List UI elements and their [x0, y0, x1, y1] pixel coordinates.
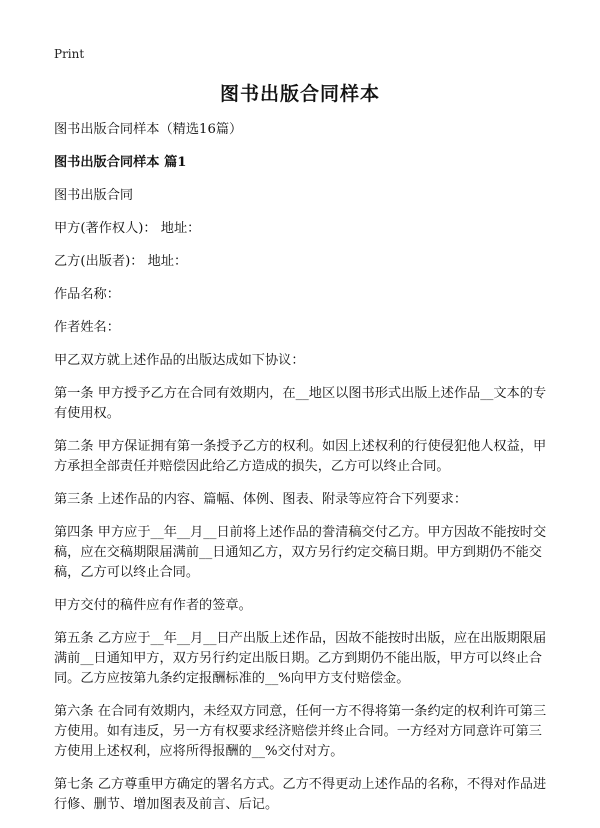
paragraph: 第五条 乙方应于__年__月__日产出版上述作品，因故不能按时出版，应在出版期限届满前__日通知甲方，双方另行约定出版日期。乙方到期仍不能出版，甲方可以终止合同。乙方应按第九条约定报酬标准的__%向甲方支付赔偿金。: [54, 631, 547, 686]
paragraph: 第四条 甲方应于__年__月__日前将上述作品的誊清稿交付乙方。甲方因故不能按时交稿，应在交稿期限届满前__日通知乙方，双方另行约定交稿日期。甲方到期仍不能交稿，乙方可以终止合同。: [54, 525, 547, 580]
paragraph: 作品名称：: [54, 287, 120, 302]
paragraph: 图书出版合同: [54, 188, 134, 203]
paragraph: 图书出版合同样本（精选16篇）: [54, 122, 243, 137]
paragraph: 甲方(著作权人)： 地址：: [54, 221, 201, 236]
section-heading: 图书出版合同样本 篇1: [54, 155, 187, 170]
paragraph: 第七条 乙方尊重甲方确定的署名方式。乙方不得更动上述作品的名称，不得对作品进行修、删节、增加图表及前言、后记。: [54, 777, 547, 812]
document-body: [54, 120, 548, 828]
print-link[interactable]: Print: [54, 47, 85, 61]
paragraph: 第三条 上述作品的内容、篇幅、体例、图表、附录等应符合下列要求：: [54, 492, 468, 507]
paragraph: 第二条 甲方保证拥有第一条授予乙方的权利。如因上述权利的行使侵犯他人权益，甲方承担全部责任并赔偿因此给乙方造成的损失，乙方可以终止合同。: [54, 439, 547, 474]
paragraph: 第六条 在合同有效期内，未经双方同意，任何一方不得将第一条约定的权利许可第三方使用。如有违反，另一方有权要求经济赔偿并终止合同。一方经对方同意许可第三方使用上述权利，应将所得报酬的__%交付对方。: [54, 704, 547, 759]
paragraph: 甲方交付的稿件应有作者的签章。: [54, 598, 252, 613]
paragraph: 作者姓名：: [54, 320, 120, 335]
paragraph: 乙方(出版者)： 地址：: [54, 254, 188, 269]
page-title: 图书出版合同样本: [219, 83, 380, 105]
paragraph: 甲乙双方就上述作品的出版达成如下协议：: [54, 353, 305, 368]
paragraph: 第一条 甲方授予乙方在合同有效期内，在__地区以图书形式出版上述作品__文本的专有使用权。: [54, 386, 547, 421]
